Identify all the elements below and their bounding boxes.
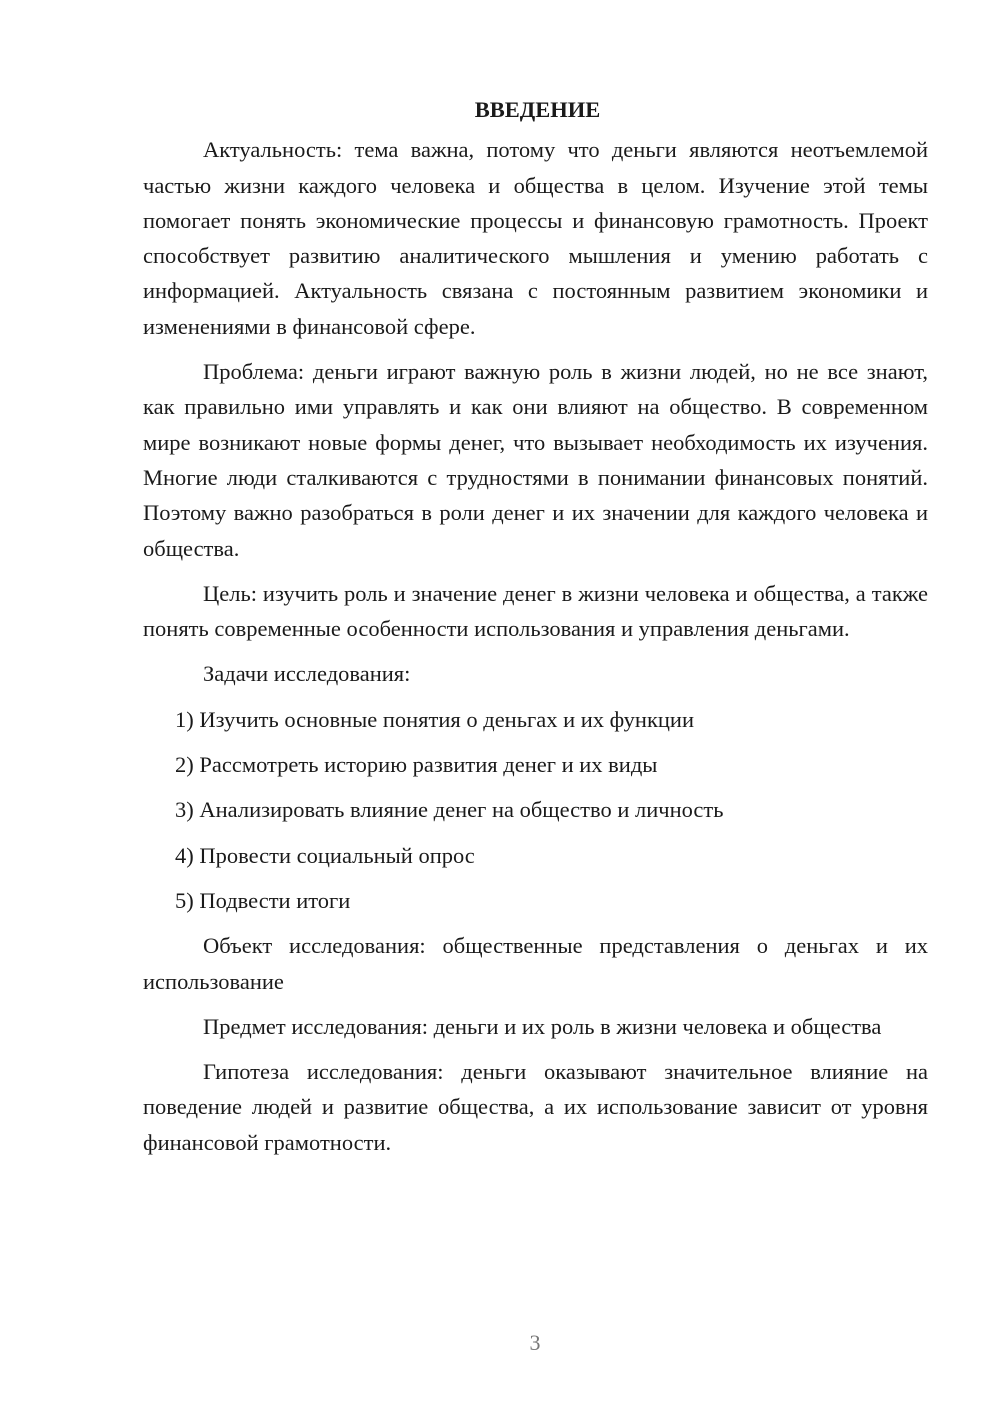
section-title: ВВЕДЕНИЕ [474,97,601,122]
paragraph-goal: Цель: изучить роль и значение денег в жизни человека и общества, а также понять современные особенности использования и управления деньгами. [143,580,928,642]
task-item-2: 2) Рассмотреть историю развития денег и их виды [175,752,658,778]
task-item-3: 3) Анализировать влияние денег на общество и личность [175,797,724,823]
task-item-1: 1) Изучить основные понятия о деньгах и их функции [175,706,695,732]
paragraph-relevance: Актуальность: тема важна, потому что деньги являются неотъемлемой частью жизни каждого человека и общества в целом. Изучение этой темы помогает понять экономические процессы и финансовую грамотность. Проект способствует развитию аналитического мышления и умению работать с информацией. Актуальность связана с постоянным развитием экономики и изменениями в финансовой сфере. [143,137,928,339]
document-page [143,92,928,1170]
tasks-label: Задачи исследования: [203,661,411,687]
task-item-5: 5) Подвести итоги [175,887,351,913]
task-item-4: 4) Провести социальный опрос [175,842,475,868]
paragraph-subject: Предмет исследования: деньги и их роль в жизни человека и общества [203,1013,882,1039]
paragraph-problem: Проблема: деньги играют важную роль в жизни людей, но не все знают, как правильно ими управлять и как они влияют на общество. В современном мире возникают новые формы денег, что вызывает необходимость их изучения. Многие люди сталкиваются с трудностями в понимании финансовых понятий. Поэтому важно разобраться в роли денег и их значении для каждого человека и общества. [143,359,928,561]
tasks-list [143,702,928,918]
paragraph-hypothesis: Гипотеза исследования: деньги оказывают значительное влияние на поведение людей и развитие общества, а их использование зависит от уровня финансовой грамотности. [143,1059,928,1155]
paragraph-object: Объект исследования: общественные представления о деньгах и их использование [143,933,928,994]
page-number: 3 [529,1330,541,1355]
